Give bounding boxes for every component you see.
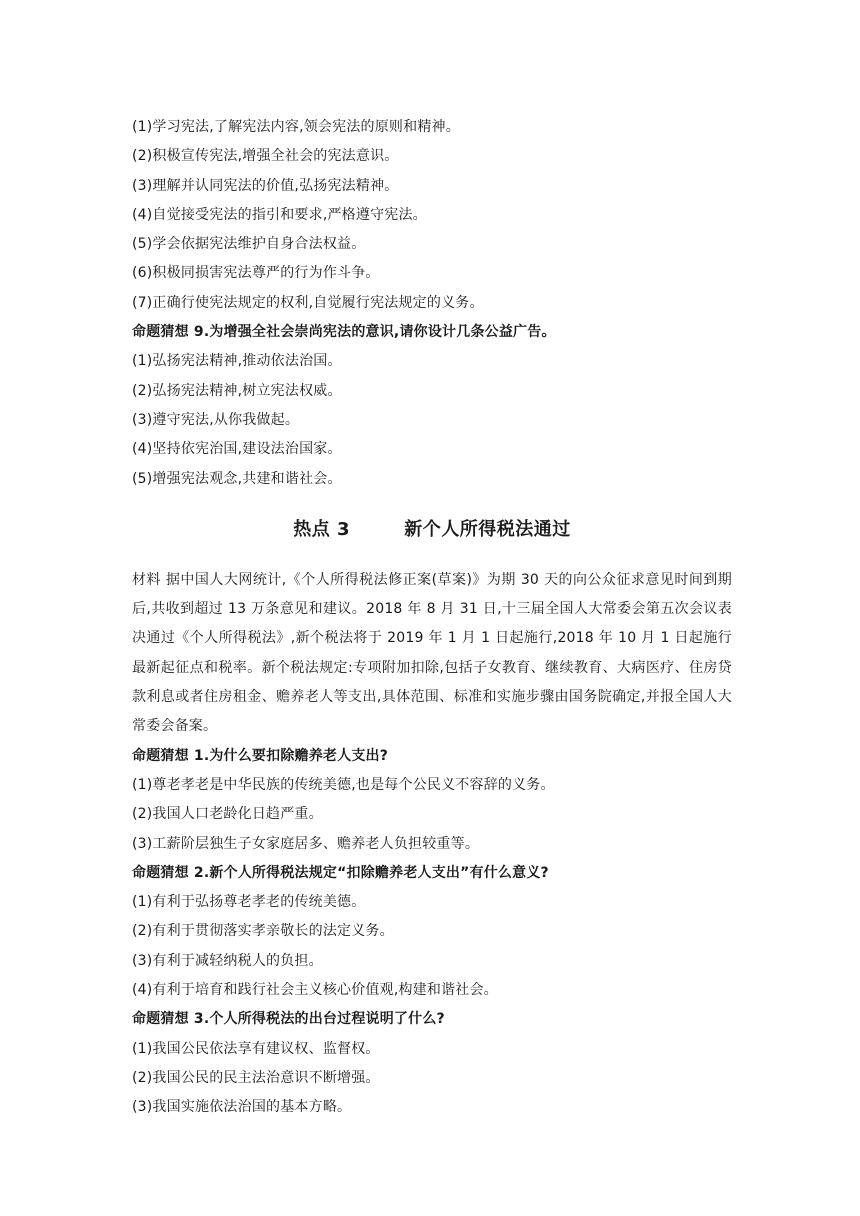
material-paragraph: 材料 据中国人大网统计,《个人所得税法修正案(草案)》为期 30 天的向公众征求意见时间到期后,共收到超过 13 万条意见和建议。2018 年 8 月 31 日,十三届全国人大常委会第五次会议表决通过《个人所得税法》,新个税法将于 2019 年 1 月 1 日起施行,2018 年 10 月 1 日起施行最新起征点和税率。新个税法规定:专项附加扣除,包括子女教育、继续教育、大病医疗、住房贷款利息或者住房租金、赡养老人等支出,具体范围、标准和实施步骤由国务院确定,并报全国人大常委会备案。 [132,571,732,735]
list-item: (1)尊老孝老是中华民族的传统美德,也是每个公民义不容辞的义务。 [132,776,555,793]
list-item: (5)学会依据宪法维护自身合法权益。 [132,236,366,253]
list-item: (2)我国公民的民主法治意识不断增强。 [132,1069,380,1086]
list-item: (1)我国公民依法享有建议权、监督权。 [132,1040,380,1057]
list-item: (2)积极宣传宪法,增强全社会的宪法意识。 [132,148,399,165]
list-item: (3)遵守宪法,从你我做起。 [132,411,300,428]
list-item: (2)有利于贯彻落实孝亲敬长的法定义务。 [132,923,394,940]
document-page [132,113,732,1123]
list-item: (1)有利于弘扬尊老孝老的传统美德。 [132,894,366,911]
list-item: (1)学习宪法,了解宪法内容,领会宪法的原则和精神。 [132,119,460,135]
list-item: (3)工薪阶层独生子女家庭居多、赡养老人负担较重等。 [132,835,480,852]
list-item: (4)有利于培育和践行社会主义核心价值观,构建和谐社会。 [132,982,498,999]
list-item: (5)增强宪法观念,共建和谐社会。 [132,470,342,487]
list-item: (1)弘扬宪法精神,推动依法治国。 [132,353,342,370]
list-item: (4)坚持依宪治国,建设法治国家。 [132,441,342,458]
section-heading: 热点 3 新个人所得税法通过 [293,518,571,540]
question-1: 命题猜想 1.为什么要扣除赡养老人支出? [132,747,389,764]
list-item: (4)自觉接受宪法的指引和要求,严格遵守宪法。 [132,206,427,223]
list-item: (2)我国人口老龄化日趋严重。 [132,806,323,823]
list-item: (2)弘扬宪法精神,树立宪法权威。 [132,382,342,399]
question-2: 命题猜想 2.新个人所得税法规定“扣除赡养老人支出”有什么意义? [132,864,549,881]
question-9: 命题猜想 9.为增强全社会崇尚宪法的意识,请你设计几条公益广告。 [132,324,556,341]
list-item: (3)我国实施依法治国的基本方略。 [132,1099,352,1116]
list-item: (7)正确行使宪法规定的权利,自觉履行宪法规定的义务。 [132,294,484,311]
list-item: (6)积极同损害宪法尊严的行为作斗争。 [132,265,380,282]
question-3: 命题猜想 3.个人所得税法的出台过程说明了什么? [132,1011,445,1028]
list-item: (3)理解并认同宪法的价值,弘扬宪法精神。 [132,177,399,194]
list-item: (3)有利于减轻纳税人的负担。 [132,952,323,969]
